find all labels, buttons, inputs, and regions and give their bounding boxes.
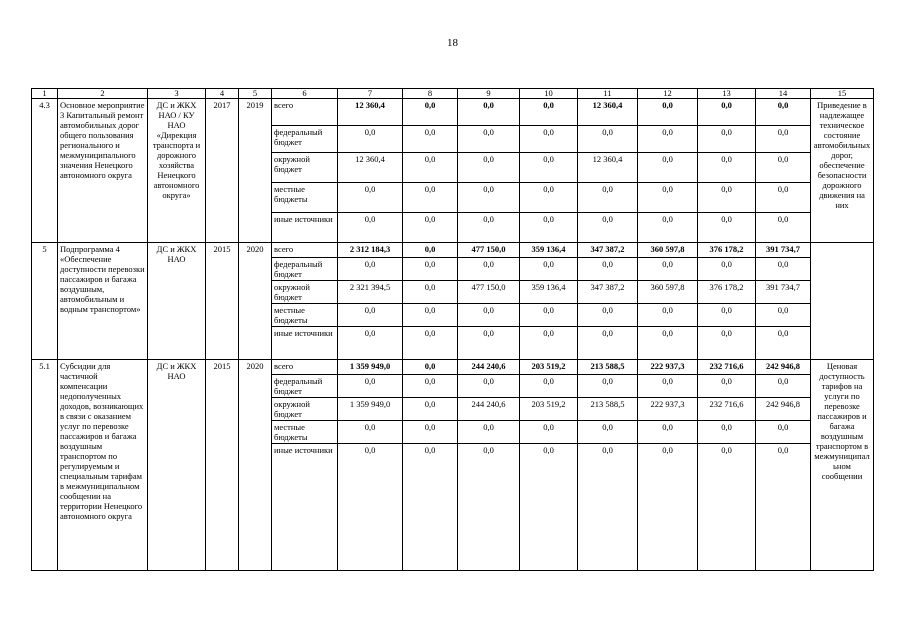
amount-cell: 347 387,2	[578, 243, 638, 258]
amount-cell: 477 150,0	[458, 243, 520, 258]
amount-cell: 0,0	[520, 213, 578, 243]
amount-cell: 0,0	[520, 375, 578, 398]
amount-cell: 213 588,5	[578, 360, 638, 375]
program-name: Субсидии для частичной компенсации недополученных доходов, возникающих в связи с оказанием услуг по перевозке пассажиров и багажа воздушным транспортом по регулируемым и специальным тарифам в межмуниципальном сообщении на территории Ненецкого автономного округа	[58, 360, 148, 571]
amount-cell: 0,0	[520, 304, 578, 327]
amount-cell: 232 716,6	[698, 398, 756, 421]
funding-source: местные бюджеты	[272, 183, 338, 213]
funding-source: окружной бюджет	[272, 398, 338, 421]
end-year: 2019	[239, 99, 272, 243]
amount-cell: 0,0	[698, 375, 756, 398]
amount-cell: 0,0	[638, 153, 698, 183]
amount-cell: 244 240,6	[458, 398, 520, 421]
amount-cell: 0,0	[698, 213, 756, 243]
column-header-8: 8	[403, 89, 458, 99]
amount-cell: 359 136,4	[520, 243, 578, 258]
funding-source: местные бюджеты	[272, 421, 338, 444]
amount-cell: 2 312 184,3	[338, 243, 403, 258]
amount-cell: 0,0	[403, 126, 458, 153]
expected-result: Ценовая доступность тарифов на услуги по перевозке пассажиров и багажа воздушным транспортом в межмуниципальном сообщении	[811, 360, 874, 571]
amount-cell: 242 946,8	[756, 398, 811, 421]
amount-cell: 0,0	[403, 213, 458, 243]
amount-cell: 0,0	[403, 421, 458, 444]
amount-cell: 0,0	[403, 153, 458, 183]
amount-cell: 0,0	[458, 183, 520, 213]
amount-cell: 0,0	[403, 243, 458, 258]
amount-cell: 0,0	[638, 444, 698, 571]
amount-cell: 0,0	[403, 375, 458, 398]
funding-source: окружной бюджет	[272, 281, 338, 304]
amount-cell: 0,0	[698, 304, 756, 327]
amount-cell: 0,0	[338, 126, 403, 153]
amount-cell: 0,0	[458, 99, 520, 126]
amount-cell: 0,0	[458, 126, 520, 153]
amount-cell: 0,0	[520, 444, 578, 571]
header-row	[32, 89, 874, 99]
amount-cell: 203 519,2	[520, 360, 578, 375]
amount-cell: 0,0	[698, 99, 756, 126]
amount-cell: 0,0	[338, 304, 403, 327]
amount-cell: 0,0	[756, 183, 811, 213]
funding-source: местные бюджеты	[272, 304, 338, 327]
amount-cell: 376 178,2	[698, 243, 756, 258]
amount-cell: 0,0	[338, 421, 403, 444]
amount-cell: 12 360,4	[578, 153, 638, 183]
amount-cell: 360 597,8	[638, 281, 698, 304]
amount-cell: 0,0	[638, 213, 698, 243]
amount-cell: 242 946,8	[756, 360, 811, 375]
amount-cell: 0,0	[338, 213, 403, 243]
funding-source: федеральный бюджет	[272, 375, 338, 398]
amount-cell: 0,0	[520, 153, 578, 183]
amount-cell: 0,0	[756, 213, 811, 243]
funding-source: окружной бюджет	[272, 153, 338, 183]
amount-cell: 0,0	[403, 360, 458, 375]
amount-cell: 232 716,6	[698, 360, 756, 375]
amount-cell: 0,0	[756, 444, 811, 571]
amount-cell: 0,0	[698, 183, 756, 213]
amount-cell: 347 387,2	[578, 281, 638, 304]
amount-cell: 0,0	[698, 444, 756, 571]
amount-cell: 0,0	[520, 258, 578, 281]
amount-cell: 0,0	[638, 304, 698, 327]
amount-cell: 0,0	[756, 126, 811, 153]
column-header-12: 12	[638, 89, 698, 99]
column-header-11: 11	[578, 89, 638, 99]
amount-cell: 391 734,7	[756, 243, 811, 258]
amount-cell: 0,0	[338, 375, 403, 398]
column-header-7: 7	[338, 89, 403, 99]
amount-cell: 0,0	[578, 304, 638, 327]
amount-cell: 244 240,6	[458, 360, 520, 375]
amount-cell: 0,0	[403, 304, 458, 327]
column-header-3: 3	[148, 89, 206, 99]
amount-cell: 0,0	[638, 375, 698, 398]
executor: ДС и ЖКХ НАО / КУ НАО «Дирекция транспорта и дорожного хозяйства Ненецкого автономного округа»	[148, 99, 206, 243]
budget-table	[31, 88, 874, 571]
funding-source: иные источники	[272, 444, 338, 571]
amount-cell: 12 360,4	[338, 99, 403, 126]
table-row	[32, 360, 874, 375]
amount-cell: 0,0	[520, 126, 578, 153]
column-header-4: 4	[206, 89, 239, 99]
executor: ДС и ЖКХ НАО	[148, 360, 206, 571]
amount-cell: 0,0	[338, 183, 403, 213]
funding-source: федеральный бюджет	[272, 126, 338, 153]
amount-cell: 0,0	[458, 421, 520, 444]
amount-cell: 0,0	[403, 398, 458, 421]
amount-cell: 0,0	[638, 99, 698, 126]
amount-cell: 0,0	[698, 421, 756, 444]
amount-cell: 0,0	[338, 327, 403, 360]
amount-cell: 0,0	[578, 126, 638, 153]
amount-cell: 0,0	[756, 304, 811, 327]
amount-cell: 0,0	[403, 444, 458, 571]
amount-cell: 0,0	[698, 258, 756, 281]
funding-source: иные источники	[272, 213, 338, 243]
start-year: 2017	[206, 99, 239, 243]
amount-cell: 0,0	[638, 126, 698, 153]
amount-cell: 360 597,8	[638, 243, 698, 258]
amount-cell: 0,0	[458, 327, 520, 360]
start-year: 2015	[206, 243, 239, 360]
amount-cell: 0,0	[458, 375, 520, 398]
end-year: 2020	[239, 360, 272, 571]
amount-cell: 213 588,5	[578, 398, 638, 421]
amount-cell: 0,0	[578, 213, 638, 243]
column-header-6: 6	[272, 89, 338, 99]
column-header-10: 10	[520, 89, 578, 99]
funding-source: иные источники	[272, 327, 338, 360]
amount-cell: 0,0	[578, 327, 638, 360]
amount-cell: 0,0	[520, 327, 578, 360]
column-header-5: 5	[239, 89, 272, 99]
column-header-13: 13	[698, 89, 756, 99]
page-number: 18	[447, 37, 458, 49]
amount-cell: 203 519,2	[520, 398, 578, 421]
amount-cell: 0,0	[458, 213, 520, 243]
executor: ДС и ЖКХ НАО	[148, 243, 206, 360]
amount-cell: 0,0	[578, 444, 638, 571]
amount-cell: 0,0	[403, 258, 458, 281]
column-header-14: 14	[756, 89, 811, 99]
column-header-9: 9	[458, 89, 520, 99]
amount-cell: 0,0	[338, 258, 403, 281]
column-header-1: 1	[32, 89, 58, 99]
amount-cell: 0,0	[756, 375, 811, 398]
expected-result: Приведение в надлежащее техническое состояние автомобильных дорог, обеспечение безопасности дорожного движения на них	[811, 99, 874, 243]
amount-cell: 359 136,4	[520, 281, 578, 304]
amount-cell: 0,0	[638, 327, 698, 360]
amount-cell: 0,0	[520, 183, 578, 213]
row-number: 5	[32, 243, 58, 360]
amount-cell: 0,0	[520, 421, 578, 444]
amount-cell: 0,0	[403, 281, 458, 304]
amount-cell: 0,0	[520, 99, 578, 126]
amount-cell: 0,0	[338, 444, 403, 571]
start-year: 2015	[206, 360, 239, 571]
amount-cell: 0,0	[638, 258, 698, 281]
column-header-2: 2	[58, 89, 148, 99]
amount-cell: 2 321 394,5	[338, 281, 403, 304]
amount-cell: 391 734,7	[756, 281, 811, 304]
amount-cell: 0,0	[638, 183, 698, 213]
expected-result	[811, 243, 874, 360]
amount-cell: 0,0	[756, 421, 811, 444]
amount-cell: 222 937,3	[638, 360, 698, 375]
amount-cell: 1 359 949,0	[338, 398, 403, 421]
amount-cell: 0,0	[698, 153, 756, 183]
amount-cell: 0,0	[403, 327, 458, 360]
amount-cell: 0,0	[756, 327, 811, 360]
amount-cell: 0,0	[698, 126, 756, 153]
amount-cell: 0,0	[756, 153, 811, 183]
amount-cell: 12 360,4	[338, 153, 403, 183]
row-number: 4.3	[32, 99, 58, 243]
amount-cell: 0,0	[578, 258, 638, 281]
amount-cell: 0,0	[756, 258, 811, 281]
amount-cell: 0,0	[698, 327, 756, 360]
funding-source: федеральный бюджет	[272, 258, 338, 281]
amount-cell: 376 178,2	[698, 281, 756, 304]
amount-cell: 0,0	[756, 99, 811, 126]
amount-cell: 1 359 949,0	[338, 360, 403, 375]
end-year: 2020	[239, 243, 272, 360]
amount-cell: 0,0	[458, 304, 520, 327]
column-header-15: 15	[811, 89, 874, 99]
amount-cell: 0,0	[403, 99, 458, 126]
funding-source: всего	[272, 243, 338, 258]
amount-cell: 0,0	[578, 375, 638, 398]
amount-cell: 0,0	[403, 183, 458, 213]
amount-cell: 0,0	[638, 421, 698, 444]
program-name: Основное мероприятие 3 Капитальный ремонт автомобильных дорог общего пользования регионального и межмуниципального значения Ненецкого автономного округа	[58, 99, 148, 243]
funding-source: всего	[272, 360, 338, 375]
amount-cell: 222 937,3	[638, 398, 698, 421]
funding-source: всего	[272, 99, 338, 126]
table-row	[32, 243, 874, 258]
table-row	[32, 99, 874, 126]
amount-cell: 0,0	[578, 183, 638, 213]
amount-cell: 0,0	[458, 444, 520, 571]
program-name: Подпрограмма 4 «Обеспечение доступности перевозки пассажиров и багажа воздушным, автомобильным и водным транспортом»	[58, 243, 148, 360]
amount-cell: 12 360,4	[578, 99, 638, 126]
row-number: 5.1	[32, 360, 58, 571]
amount-cell: 477 150,0	[458, 281, 520, 304]
amount-cell: 0,0	[458, 258, 520, 281]
amount-cell: 0,0	[578, 421, 638, 444]
amount-cell: 0,0	[458, 153, 520, 183]
